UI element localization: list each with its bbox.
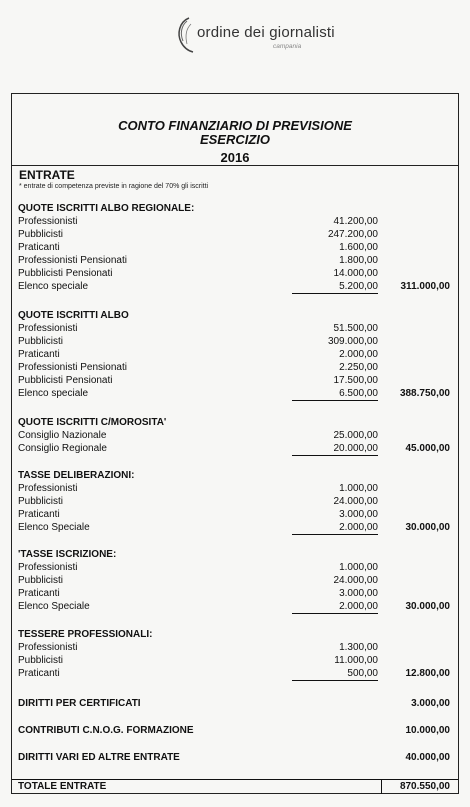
row-label: Praticanti xyxy=(18,588,60,599)
table-row xyxy=(18,361,458,374)
org-name: ordine dei giornalisti xyxy=(197,24,335,41)
row-value: 1.000,00 xyxy=(339,562,378,573)
row-value: 2.000,00 xyxy=(292,521,378,535)
row-label: Professionisti xyxy=(18,323,78,334)
row-label: Elenco speciale xyxy=(18,281,89,292)
row-label: Pubblicisti xyxy=(18,336,64,347)
row-label: Elenco Speciale xyxy=(18,522,90,533)
doc-subtitle: ESERCIZIO xyxy=(199,132,271,147)
section-quote-albo-regionale xyxy=(18,202,458,293)
row-label: Pubblicisti Pensionati xyxy=(18,268,113,279)
row-label: Praticanti xyxy=(18,349,60,360)
diritti-certificati-row xyxy=(18,697,458,710)
row-label: Praticanti xyxy=(18,668,60,679)
grand-total-value: 870.550,00 xyxy=(399,781,450,792)
section-tessere-professionali xyxy=(18,628,458,680)
entrate-note: * entrate di competenza previste in ragione del 70% gli iscritti xyxy=(19,183,209,190)
row-label: Professionisti xyxy=(18,642,78,653)
table-row xyxy=(18,641,458,654)
table-row xyxy=(18,482,458,495)
grand-total-row xyxy=(12,779,458,794)
row-value: 24.000,00 xyxy=(333,496,378,507)
row-value: 1.800,00 xyxy=(339,255,378,266)
section-quote-morosita xyxy=(18,416,458,455)
row-label: Consiglio Regionale xyxy=(18,443,107,454)
org-region: campania xyxy=(273,43,302,50)
table-row xyxy=(18,574,458,587)
row-value: 41.200,00 xyxy=(333,216,378,227)
table-row xyxy=(18,600,458,613)
row-label: Pubblicisti xyxy=(18,655,64,666)
row-value: 1.300,00 xyxy=(339,642,378,653)
row-label: Pubblicisti Pensionati xyxy=(18,375,113,386)
section-title: QUOTE ISCRITTI C/MOROSITA' xyxy=(18,417,167,428)
row-value: 1.600,00 xyxy=(339,242,378,253)
row-value: 2.000,00 xyxy=(292,600,378,614)
row-value: 20.000,00 xyxy=(292,442,378,456)
header-divider xyxy=(11,165,459,166)
table-row xyxy=(18,495,458,508)
row-total: 10.000,00 xyxy=(405,725,450,736)
section-tasse-deliberazioni xyxy=(18,469,458,534)
section-tasse-iscrizione xyxy=(18,548,458,613)
row-value: 247.200,00 xyxy=(327,229,378,240)
table-row xyxy=(18,521,458,534)
table-row xyxy=(18,387,458,400)
entrate-heading: ENTRATE xyxy=(19,168,75,182)
row-label: Pubblicisti xyxy=(18,496,64,507)
table-row xyxy=(18,587,458,600)
section-title: 'TASSE ISCRIZIONE: xyxy=(18,549,117,560)
section-total: 45.000,00 xyxy=(405,443,450,454)
row-value: 309.000,00 xyxy=(327,336,378,347)
table-row xyxy=(18,241,458,254)
row-label: Professionisti xyxy=(18,483,78,494)
row-value: 14.000,00 xyxy=(333,268,378,279)
section-total: 30.000,00 xyxy=(405,522,450,533)
row-label: Professionisti xyxy=(18,562,78,573)
table-row xyxy=(18,429,458,442)
row-label: Pubblicisti xyxy=(18,229,64,240)
table-row xyxy=(18,667,458,680)
section-title: TASSE DELIBERAZIONI: xyxy=(18,470,135,481)
row-label: Praticanti xyxy=(18,242,60,253)
table-row xyxy=(18,508,458,521)
section-total: 12.800,00 xyxy=(405,668,450,679)
row-total: 3.000,00 xyxy=(411,698,450,709)
row-value: 6.500,00 xyxy=(292,387,378,401)
section-title: TESSERE PROFESSIONALI: xyxy=(18,629,153,640)
table-row xyxy=(18,280,458,293)
row-label: Pubblicisti xyxy=(18,575,64,586)
doc-title: CONTO FINANZIARIO DI PREVISIONE xyxy=(118,118,352,133)
doc-year: 2016 xyxy=(220,150,250,165)
row-value: 25.000,00 xyxy=(333,430,378,441)
row-value: 2.250,00 xyxy=(339,362,378,373)
row-total: 40.000,00 xyxy=(405,752,450,763)
org-logo xyxy=(175,16,335,56)
table-row xyxy=(18,215,458,228)
row-value: 500,00 xyxy=(292,667,378,681)
section-title: QUOTE ISCRITTI ALBO REGIONALE: xyxy=(18,203,195,214)
row-value: 24.000,00 xyxy=(333,575,378,586)
row-value: 51.500,00 xyxy=(333,323,378,334)
section-total: 388.750,00 xyxy=(399,388,450,399)
contributi-cnog-row xyxy=(18,724,458,737)
row-value: 5.200,00 xyxy=(292,280,378,294)
table-row xyxy=(18,374,458,387)
section-quote-albo xyxy=(18,309,458,400)
row-label: Professionisti Pensionati xyxy=(18,362,127,373)
section-total: 30.000,00 xyxy=(405,601,450,612)
row-label: CONTRIBUTI C.N.O.G. FORMAZIONE xyxy=(18,725,194,736)
table-row xyxy=(18,254,458,267)
row-label: Professionisti Pensionati xyxy=(18,255,127,266)
grand-total-label: TOTALE ENTRATE xyxy=(18,781,107,792)
diritti-vari-row xyxy=(18,751,458,764)
row-label: Elenco speciale xyxy=(18,388,89,399)
row-value: 2.000,00 xyxy=(339,349,378,360)
table-row xyxy=(18,322,458,335)
table-row xyxy=(18,335,458,348)
row-label: Professionisti xyxy=(18,216,78,227)
row-label: Praticanti xyxy=(18,509,60,520)
row-value: 11.000,00 xyxy=(334,655,378,666)
table-row xyxy=(18,267,458,280)
row-label: Consiglio Nazionale xyxy=(18,430,107,441)
logo-mark-icon xyxy=(175,16,195,54)
table-row xyxy=(18,348,458,361)
table-row xyxy=(18,442,458,455)
row-value: 17.500,00 xyxy=(333,375,378,386)
row-label: DIRITTI VARI ED ALTRE ENTRATE xyxy=(18,752,180,763)
section-total: 311.000,00 xyxy=(400,281,450,292)
table-row xyxy=(18,561,458,574)
section-title: QUOTE ISCRITTI ALBO xyxy=(18,310,129,321)
row-value: 3.000,00 xyxy=(339,509,378,520)
table-row xyxy=(18,228,458,241)
table-row xyxy=(18,654,458,667)
row-value: 1.000,00 xyxy=(339,483,378,494)
row-label: Elenco Speciale xyxy=(18,601,90,612)
row-label: DIRITTI PER CERTIFICATI xyxy=(18,698,141,709)
row-value: 3.000,00 xyxy=(339,588,378,599)
